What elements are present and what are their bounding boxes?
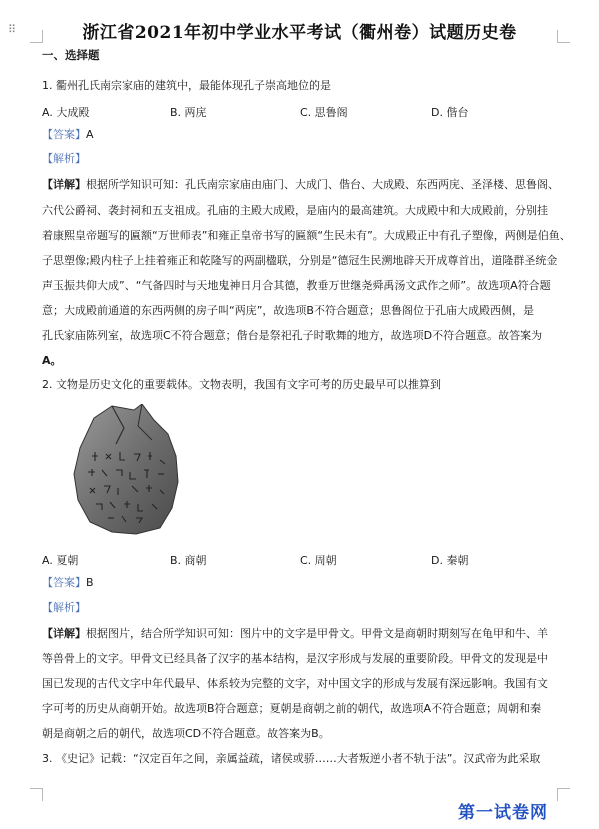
page-title: 浙江省2021年初中学业水平考试（衢州卷）试题历史卷 [82,23,517,43]
q1-option-d: D. 偕台 [431,106,469,119]
drag-handle-icon[interactable]: ⠿ [8,23,18,36]
q3-stem: 3. 《史记》记载：“汉定百年之间，亲属益疏，诸侯或骄……大者叛逆小者不轨于法”。汉武帝为此采取 [42,752,541,765]
q2-detail-line: 朝是商朝之后的朝代，故选项CD不符合题意。故答案为B。 [42,727,330,740]
q1-option-a: A. 大成殿 [42,106,90,119]
q2-option-b: B. 商朝 [170,554,207,567]
q2-detail-line: 等兽骨上的文字。甲骨文已经具备了汉字的基本结构，是汉字形成与发展的重要阶段。甲骨文的发现是中 [42,652,548,665]
q2-detail-line [42,627,562,641]
q1-detail-line: 孔氏家庙陈列室，故选项C不符合题意；偕台是祭祀孔子时歌舞的地方，故选项D不符合题意。故答案为 [42,329,543,342]
q2-answer-value: B [86,576,94,589]
section-heading: 一、选择题 [42,48,100,62]
q1-detail-line: 子思塑像;殿内柱子上挂着雍正和乾隆写的两副楹联，分别是“德冠生民溯地辟天开成尊首出，道隆群圣统金 [42,254,558,267]
q1-answer [42,128,562,142]
q1-detail-line: 着康熙皇帝题写的匾额“万世师表”和雍正皇帝书写的匾额“生民未有”。大成殿正中有孔子塑像，两侧是伯鱼、 [42,229,571,242]
q2-detail-label: 【详解】 [42,627,86,640]
q1-stem: 1. 衢州孔氏南宗家庙的建筑中，最能体现孔子崇高地位的是 [42,79,331,92]
q1-analysis-label: 【解析】 [42,152,86,165]
corner-mark-bottom-right [557,788,570,801]
q1-detail-label: 【详解】 [42,178,86,191]
oracle-bone-image [72,404,180,536]
q1-option-c: C. 思鲁阁 [300,106,348,119]
q1-detail-line [42,178,562,192]
q2-detail-text: 根据图片，结合所学知识可知：图片中的文字是甲骨文。甲骨文是商朝时期刻写在龟甲和牛、羊 [86,627,548,640]
q2-detail-line: 国已发现的古代文字中年代最早、体系较为完整的文字，对中国文字的形成与发展有深远影响。我国有文 [42,677,548,690]
q2-option-c: C. 周朝 [300,554,337,567]
q1-detail-line: 声玉振共仰大成”、“气备四时与天地鬼神日月合其德，教垂万世继尧舜禹汤文武作之师”。故选项A符合题 [42,279,551,292]
site-logo: 第一试卷网 [458,803,548,823]
q2-stem: 2. 文物是历史文化的重要载体。文物表明，我国有文字可考的历史最早可以推算到 [42,378,441,391]
q2-answer [42,576,562,590]
q2-answer-label: 【答案】 [42,576,86,589]
q2-option-d: D. 秦朝 [431,554,469,567]
q1-detail-line: 意；大成殿前通道的东西两侧的房子叫“两庑”，故选项B不符合题意；思鲁阁位于孔庙大成殿西侧，是 [42,304,534,317]
corner-mark-bottom-left [30,788,43,801]
q1-answer-value: A [86,128,94,141]
q1-answer-label: 【答案】 [42,128,86,141]
q1-detail-line: A。 [42,354,62,367]
q2-detail-line: 字可考的历史从商朝开始。故选项B符合题意；夏朝是商朝之前的朝代，故选项A不符合题意；周朝和秦 [42,702,542,715]
q2-analysis-label: 【解析】 [42,601,86,614]
q1-option-b: B. 两庑 [170,106,207,119]
q2-option-a: A. 夏朝 [42,554,79,567]
q1-detail-line: 六代公爵祠、袭封祠和五支祖成。孔庙的主殿大成殿，是庙内的最高建筑。大成殿中和大成殿前，分别挂 [42,204,548,217]
q1-detail-text: 根据所学知识可知：孔氏南宗家庙由庙门、大成门、偕台、大成殿、东西两庑、圣泽楼、思鲁阁、 [86,178,559,191]
